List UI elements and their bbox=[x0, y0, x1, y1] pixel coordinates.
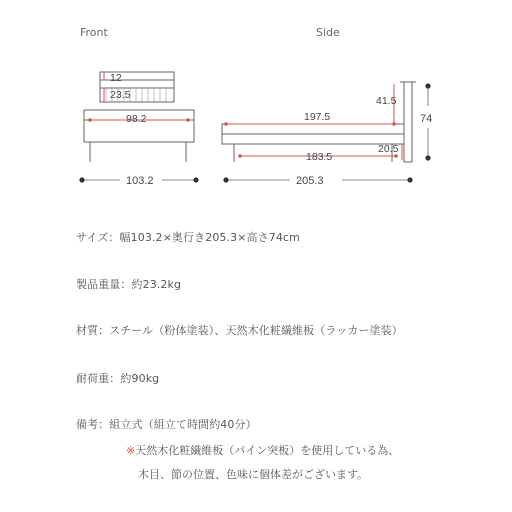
front-dim-label: 98.2 bbox=[126, 113, 147, 125]
side-dim-label: 183.5 bbox=[306, 151, 333, 163]
note-text-1: 天然木化粧繊維板（パイン突板）を使用している為、 bbox=[135, 444, 400, 457]
side-dim-label: 41.5 bbox=[376, 95, 397, 107]
note-line-1 bbox=[126, 442, 399, 458]
front-width-marker bbox=[79, 177, 84, 182]
front-width-label: 103.2 bbox=[126, 175, 154, 187]
front-dim-label: 12 bbox=[110, 72, 122, 84]
side-height-marker bbox=[425, 83, 430, 88]
side-length-marker bbox=[223, 177, 228, 182]
front-dim-label: 23.5 bbox=[110, 89, 131, 101]
side-dim-label: 197.5 bbox=[304, 111, 331, 123]
front-width-marker bbox=[193, 177, 198, 182]
front-view-label: Front bbox=[80, 26, 108, 39]
spec-load: 耐荷重：約90kg bbox=[76, 372, 160, 385]
side-length-marker bbox=[407, 177, 412, 182]
side-height-marker bbox=[425, 155, 430, 160]
side-dim-label: 20.5 bbox=[378, 143, 399, 155]
note-text-2: 木目、節の位置、色味に個体差がございます。 bbox=[138, 468, 369, 481]
side-height-label: 74 bbox=[420, 113, 433, 125]
dimension-diagram bbox=[0, 0, 512, 200]
side-length-label: 205.3 bbox=[296, 175, 324, 187]
spec-weight: 製品重量：約23.2kg bbox=[76, 278, 182, 291]
spec-remarks: 備考：組立式（組立て時間約40分） bbox=[76, 418, 257, 431]
side-view-label: Side bbox=[316, 26, 340, 39]
side-marker bbox=[392, 122, 396, 126]
front-marker bbox=[88, 118, 92, 122]
spec-size: サイズ：幅103.2×奥行き205.3×高さ74cm bbox=[76, 231, 300, 244]
spec-material: 材質：スチール（粉体塗装）、天然木化粧繊維板（ラッカー塗装） bbox=[76, 324, 403, 337]
side-marker bbox=[238, 154, 242, 158]
side-marker bbox=[224, 122, 228, 126]
front-marker bbox=[186, 118, 190, 122]
note-mark: ※ bbox=[126, 444, 136, 457]
